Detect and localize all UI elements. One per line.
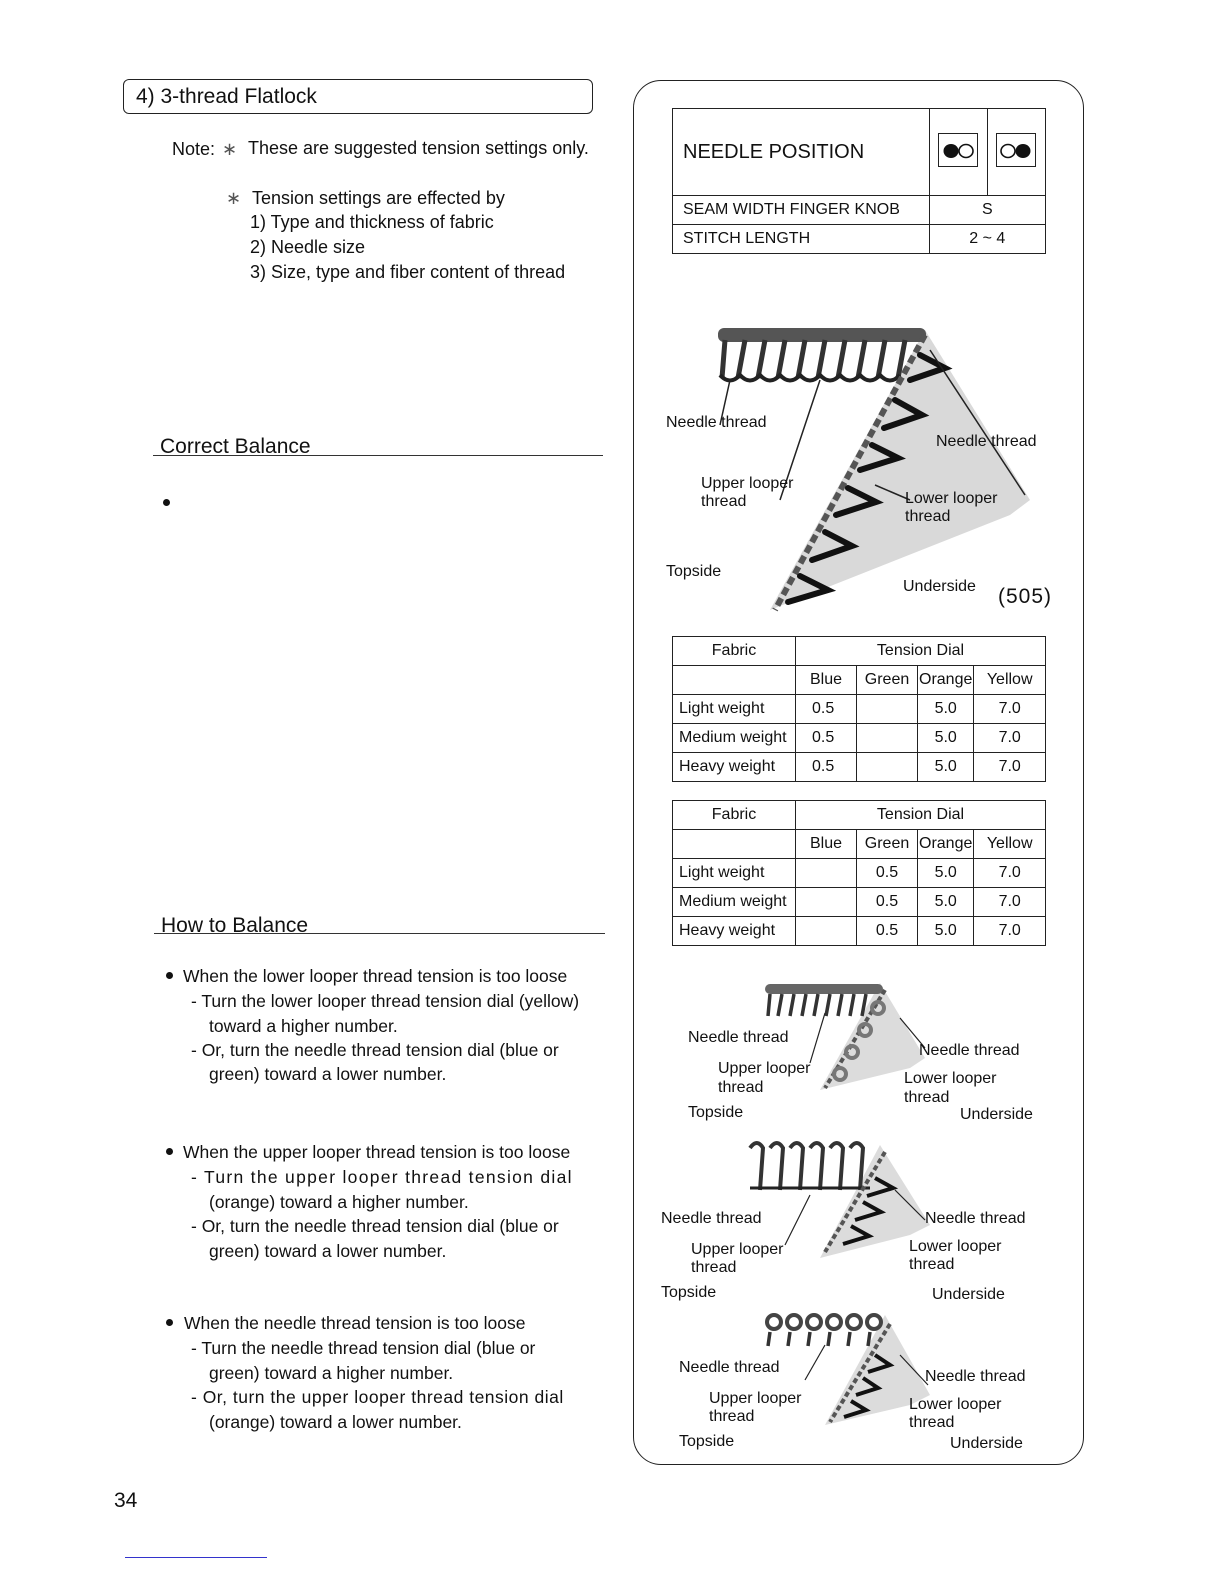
tension-dial-header: Tension Dial <box>796 637 1046 666</box>
cell-green: 0.5 <box>857 859 918 888</box>
cell-blue <box>796 859 857 888</box>
color-header-yellow: Yellow <box>974 830 1046 859</box>
cell-yellow: 7.0 <box>974 859 1046 888</box>
cell-orange: 5.0 <box>918 859 974 888</box>
group2-line: (orange) toward a higher number. <box>209 1192 469 1212</box>
cell-blue <box>796 917 857 946</box>
group1-line: green) toward a lower number. <box>209 1064 447 1084</box>
small1-lower-looper: Lower looper <box>904 1070 997 1087</box>
seam-width-label: SEAM WIDTH FINGER KNOB <box>673 196 930 225</box>
group2-line: green) toward a lower number. <box>209 1241 447 1261</box>
cell-green <box>857 695 918 724</box>
needle-position-left <box>929 109 987 196</box>
small1-underside: Underside <box>960 1106 1033 1123</box>
color-header-green: Green <box>857 666 918 695</box>
small1-upper-thread: thread <box>718 1079 764 1096</box>
correct-balance-heading: Correct Balance <box>160 435 311 458</box>
small1-needle-thread-left: Needle thread <box>688 1029 789 1046</box>
cell-orange: 5.0 <box>918 724 974 753</box>
group3-title: When the needle thread tension is too loose <box>184 1313 526 1333</box>
cell-blue <box>796 888 857 917</box>
cell-orange: 5.0 <box>918 753 974 782</box>
stitch-length-value: 2 ~ 4 <box>929 225 1045 254</box>
how-to-balance-rule <box>154 933 605 934</box>
cell-blue: 0.5 <box>796 695 857 724</box>
seam-width-value: S <box>929 196 1045 225</box>
group1-line: - Or, turn the needle thread tension dial (blue or <box>191 1040 559 1060</box>
small3-underside: Underside <box>950 1435 1023 1452</box>
label-underside: Underside <box>903 578 976 595</box>
note-star-2: ∗ <box>226 188 242 208</box>
small1-lower-thread: thread <box>904 1089 950 1106</box>
small2-lower-thread: thread <box>909 1256 955 1273</box>
needle-right-icon <box>996 133 1036 167</box>
note-item-3: 3) Size, type and fiber content of thread <box>250 262 566 282</box>
group3-line: green) toward a higher number. <box>209 1363 454 1383</box>
color-header-blue: Blue <box>796 830 857 859</box>
group1-title: When the lower looper thread tension is too loose <box>183 966 568 986</box>
label-upper-looper-thread: thread <box>701 493 747 510</box>
fabric-header: Fabric <box>673 801 796 830</box>
note-item-1: 1) Type and thickness of fabric <box>250 212 494 232</box>
footer-rule <box>125 1557 267 1558</box>
group3-line: (orange) toward a lower number. <box>209 1412 462 1432</box>
color-header-blue: Blue <box>796 666 857 695</box>
row-label: Light weight <box>673 695 796 724</box>
stitch-length-label: STITCH LENGTH <box>673 225 930 254</box>
small2-needle-thread-right: Needle thread <box>925 1210 1026 1227</box>
cell-yellow: 7.0 <box>974 917 1046 946</box>
cell-blue: 0.5 <box>796 724 857 753</box>
settings-table <box>672 108 1046 254</box>
label-needle-thread-left: Needle thread <box>666 414 767 431</box>
bullet-dot <box>166 1148 173 1155</box>
small3-lower-thread: thread <box>909 1414 955 1431</box>
group2-line: - Or, turn the needle thread tension dial (blue or <box>191 1216 559 1236</box>
fabric-header: Fabric <box>673 637 796 666</box>
group1-line: - Turn the lower looper thread tension dial (yellow) <box>191 991 580 1011</box>
tension-table-1 <box>672 636 1046 782</box>
note-star-1: ∗ <box>222 139 238 159</box>
cell-yellow: 7.0 <box>974 724 1046 753</box>
group2-line: - Turn the upper looper thread tension dial <box>191 1167 573 1187</box>
note-item-2: 2) Needle size <box>250 237 366 257</box>
small1-needle-thread-right: Needle thread <box>919 1042 1020 1059</box>
small3-upper-thread: thread <box>709 1408 755 1425</box>
cell-yellow: 7.0 <box>974 695 1046 724</box>
cell-orange: 5.0 <box>918 695 974 724</box>
color-header-orange: Orange <box>918 830 974 859</box>
label-upper-looper: Upper looper <box>701 475 794 492</box>
needle-left-icon <box>938 133 978 167</box>
color-header-yellow: Yellow <box>974 666 1046 695</box>
cell-green: 0.5 <box>857 888 918 917</box>
cell-green <box>857 724 918 753</box>
color-header-orange: Orange <box>918 666 974 695</box>
how-to-balance-heading: How to Balance <box>161 914 309 937</box>
row-label: Heavy weight <box>673 917 796 946</box>
needle-position-label: NEEDLE POSITION <box>673 109 930 196</box>
cell-yellow: 7.0 <box>974 888 1046 917</box>
bullet-dot <box>166 972 173 979</box>
needle-position-right <box>987 109 1045 196</box>
bullet-dot <box>166 1319 173 1326</box>
cell-blue: 0.5 <box>796 753 857 782</box>
note-line-2: Tension settings are effected by <box>252 188 505 208</box>
note-line-1: These are suggested tension settings only. <box>248 138 589 158</box>
stitch-code: (505) <box>998 585 1053 608</box>
cell-orange: 5.0 <box>918 917 974 946</box>
small2-upper-thread: thread <box>691 1259 737 1276</box>
small3-lower-looper: Lower looper <box>909 1396 1002 1413</box>
correct-balance-rule <box>153 455 603 456</box>
small3-upper-looper: Upper looper <box>709 1390 802 1407</box>
flatlock-stitch-diagram <box>700 320 1040 615</box>
row-label: Heavy weight <box>673 753 796 782</box>
cell-green: 0.5 <box>857 917 918 946</box>
small3-needle-thread-left: Needle thread <box>679 1359 780 1376</box>
small2-upper-looper: Upper looper <box>691 1241 784 1258</box>
small2-underside: Underside <box>932 1286 1005 1303</box>
row-label: Medium weight <box>673 724 796 753</box>
group3-line: - Turn the needle thread tension dial (blue or <box>191 1338 536 1358</box>
group3-line: - Or, turn the upper looper thread tension dial <box>191 1387 564 1407</box>
row-label: Medium weight <box>673 888 796 917</box>
page-number: 34 <box>114 1489 138 1512</box>
label-lower-looper: Lower looper <box>905 490 998 507</box>
small2-topside: Topside <box>661 1284 717 1301</box>
label-needle-thread-right: Needle thread <box>936 433 1037 450</box>
tension-dial-header: Tension Dial <box>796 801 1046 830</box>
tension-table-2 <box>672 800 1046 946</box>
cell-green <box>857 753 918 782</box>
cell-yellow: 7.0 <box>974 753 1046 782</box>
small1-upper-looper: Upper looper <box>718 1060 811 1077</box>
note-label: Note: <box>172 139 216 159</box>
small3-needle-thread-right: Needle thread <box>925 1368 1026 1385</box>
group1-line: toward a higher number. <box>209 1016 398 1036</box>
label-lower-looper-thread: thread <box>905 508 951 525</box>
row-label: Light weight <box>673 859 796 888</box>
small3-topside: Topside <box>679 1433 735 1450</box>
bullet-dot <box>163 499 170 506</box>
cell-orange: 5.0 <box>918 888 974 917</box>
group2-title: When the upper looper thread tension is too loose <box>183 1142 571 1162</box>
color-header-green: Green <box>857 830 918 859</box>
section-title: 4) 3-thread Flatlock <box>123 79 593 114</box>
small1-topside: Topside <box>688 1104 744 1121</box>
small2-lower-looper: Lower looper <box>909 1238 1002 1255</box>
label-topside: Topside <box>666 563 722 580</box>
small2-needle-thread-left: Needle thread <box>661 1210 762 1227</box>
